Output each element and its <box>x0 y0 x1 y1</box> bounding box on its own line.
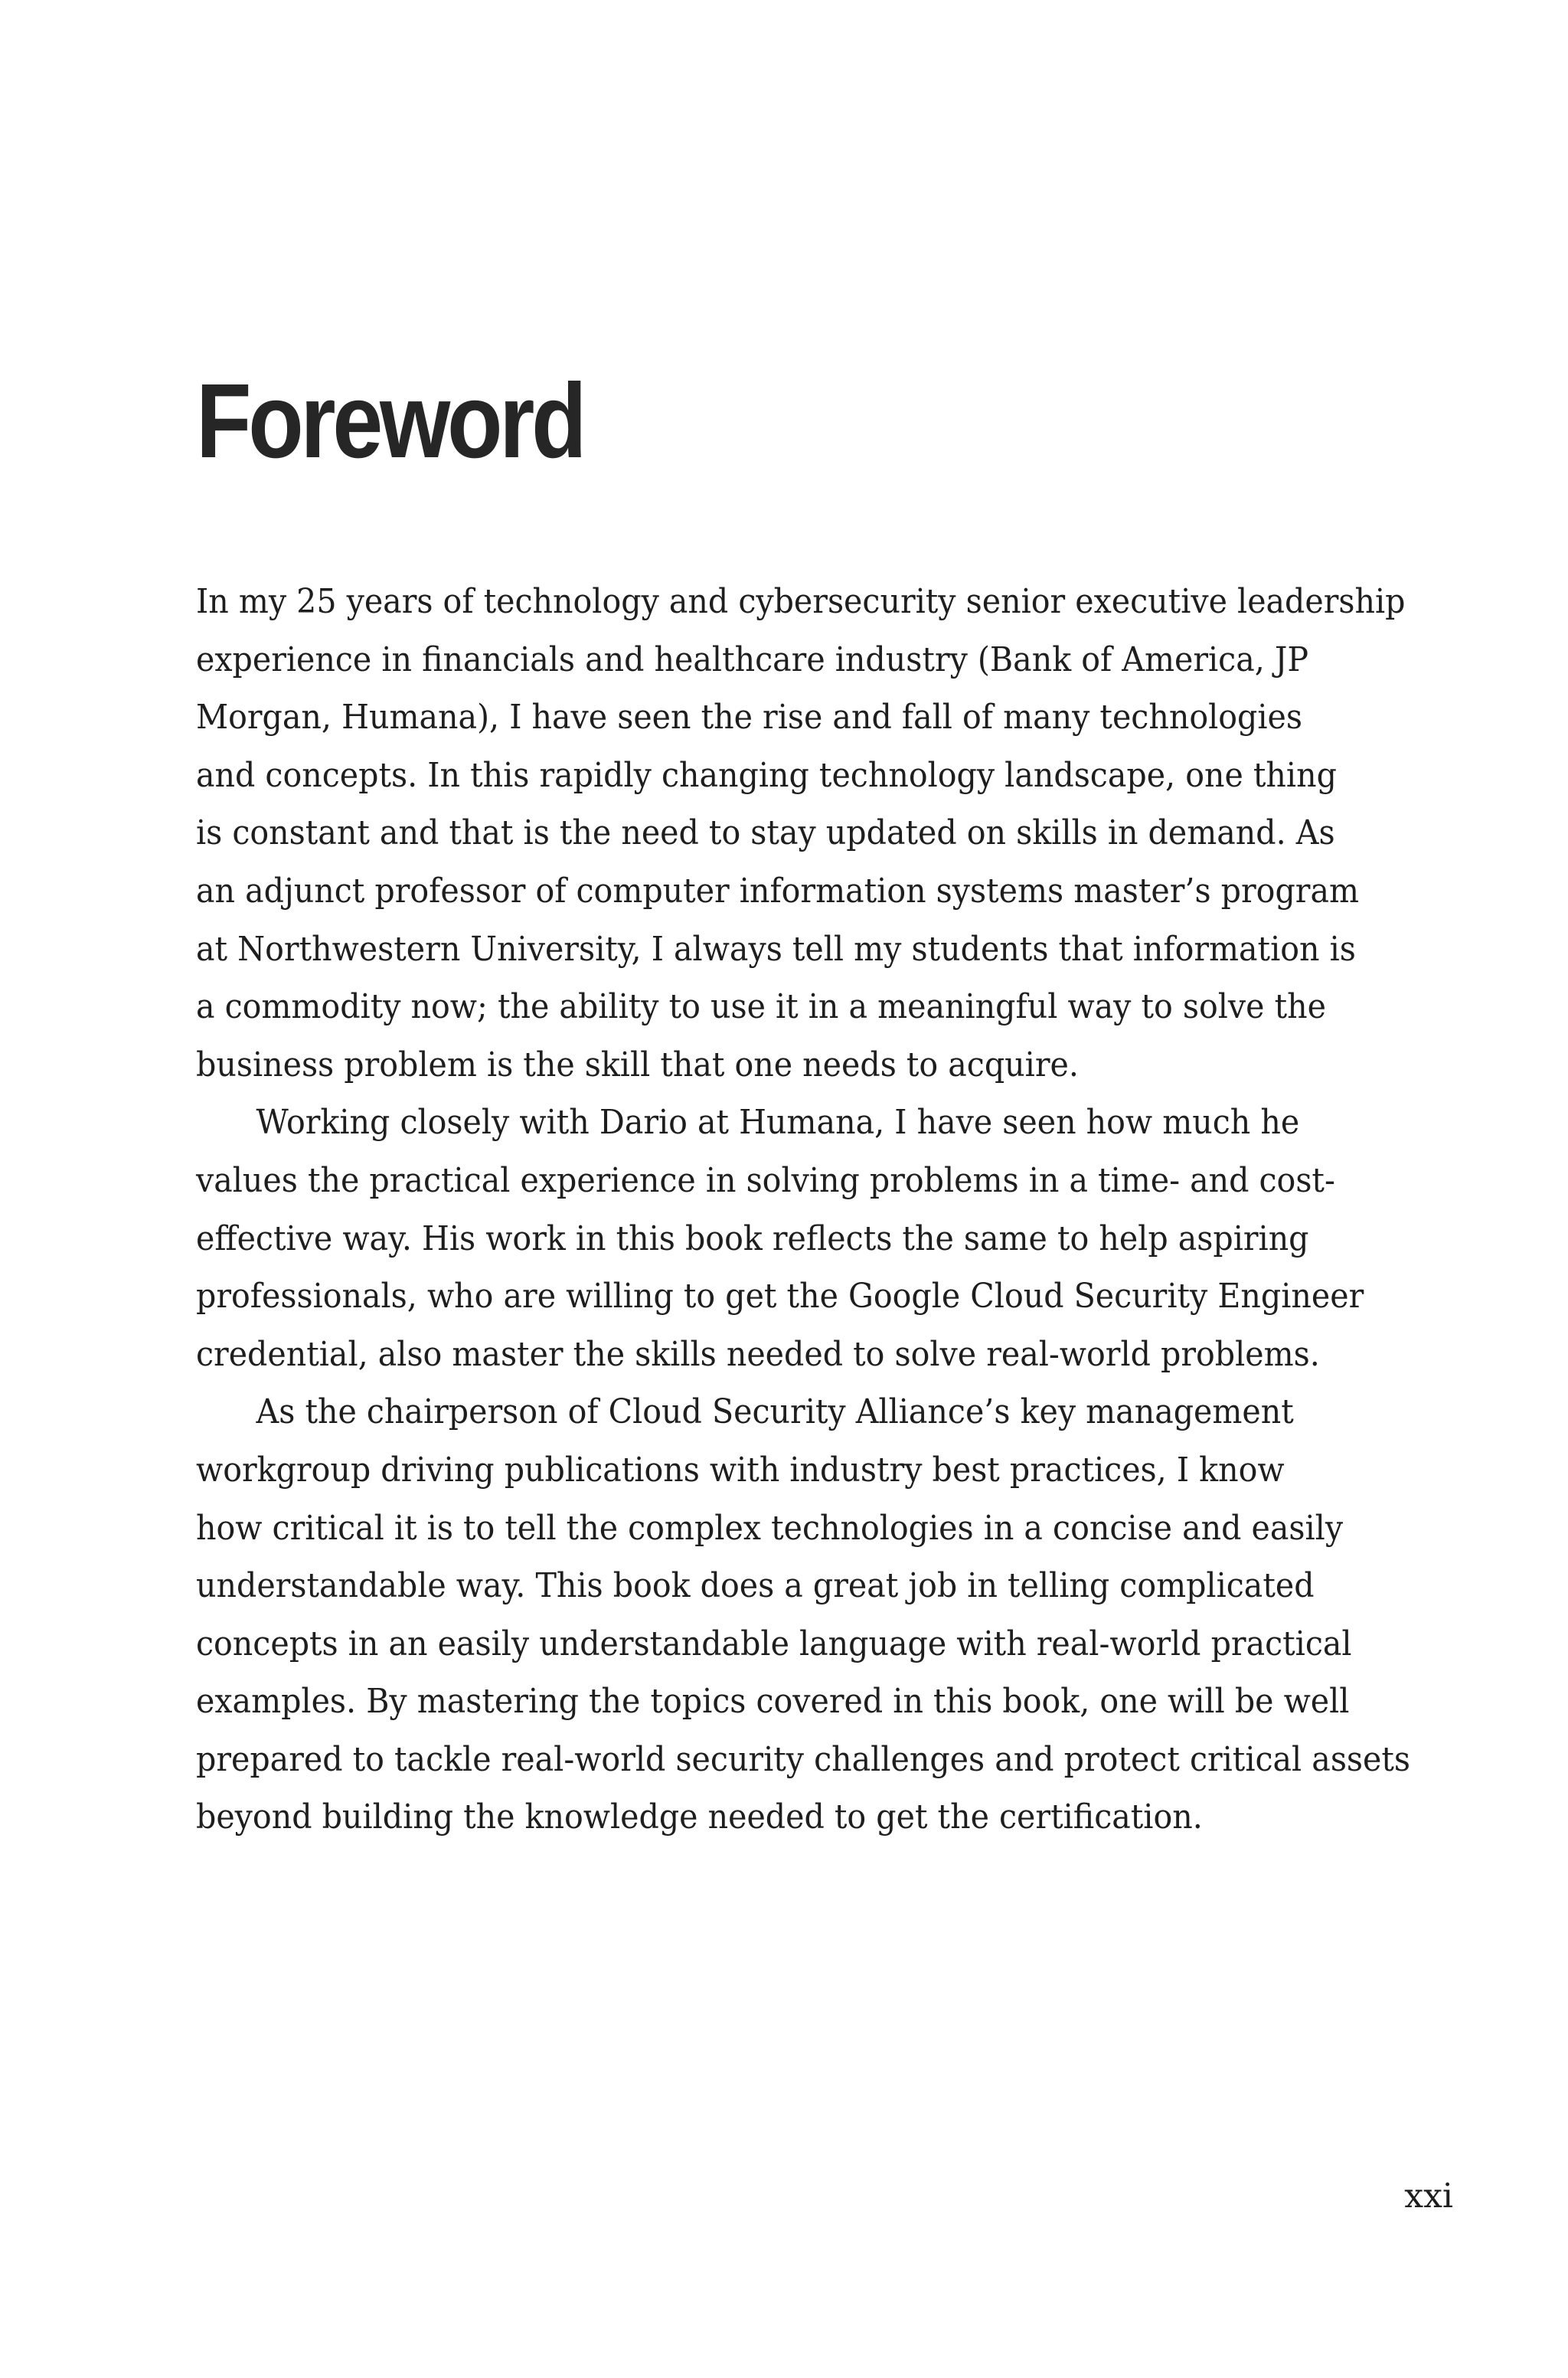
text-line: credential, also master the skills needed to solve real-world problems. <box>196 1334 1320 1374</box>
text-line: a commodity now; the ability to use it in a meaningful way to solve the <box>196 987 1326 1027</box>
text-line: an adjunct professor of computer information systems master’s program <box>196 871 1359 911</box>
text-line: concepts in an easily understandable language with real-world practical <box>196 1624 1352 1663</box>
text-line: examples. By mastering the topics covered in this book, one will be well <box>196 1682 1350 1722</box>
text-line: business problem is the skill that one needs to acquire. <box>196 1045 1079 1084</box>
text-line: As the chairperson of Cloud Security Alliance’s key management <box>256 1392 1294 1432</box>
text-line: Working closely with Dario at Humana, I have seen how much he <box>256 1103 1300 1143</box>
text-line: is constant and that is the need to stay updated on skills in demand. As <box>196 813 1335 853</box>
text-line: how critical it is to tell the complex technologies in a concise and easily <box>196 1508 1344 1548</box>
chapter-title: Foreword <box>196 362 584 480</box>
text-line: beyond building the knowledge needed to get the certification. <box>196 1797 1203 1837</box>
text-line: and concepts. In this rapidly changing technology landscape, one thing <box>196 755 1337 795</box>
paragraph-1 <box>196 573 1467 1094</box>
text-line: experience in financials and healthcare industry (Bank of America, JP <box>196 639 1309 679</box>
text-line: workgroup driving publications with industry best practices, I know <box>196 1450 1285 1490</box>
text-line: Morgan, Humana), I have seen the rise and fall of many technologies <box>196 698 1302 738</box>
foreword-body <box>196 573 1467 1846</box>
page-number: xxi <box>1404 2177 1453 2216</box>
paragraph-3 <box>196 1383 1467 1846</box>
text-line: effective way. His work in this book reflects the same to help aspiring <box>196 1218 1309 1258</box>
text-line: prepared to tackle real-world security challenges and protect critical assets <box>196 1739 1411 1779</box>
text-line: values the practical experience in solving problems in a time- and cost- <box>196 1160 1335 1200</box>
text-line: at Northwestern University, I always tell my students that information is <box>196 929 1356 969</box>
paragraph-2 <box>196 1094 1467 1383</box>
text-line: understandable way. This book does a great job in telling complicated <box>196 1566 1315 1606</box>
text-line: In my 25 years of technology and cybersecurity senior executive leadership <box>196 582 1406 621</box>
text-line: professionals, who are willing to get the Google Cloud Security Engineer <box>196 1277 1364 1317</box>
